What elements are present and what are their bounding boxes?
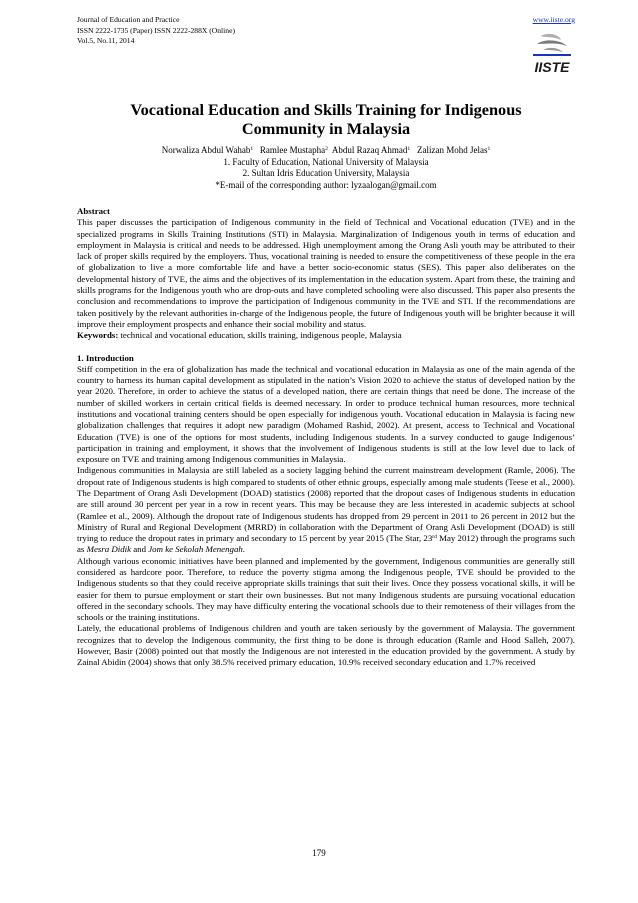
keywords-label: Keywords:: [77, 330, 119, 341]
abstract-heading: Abstract: [77, 206, 110, 216]
author-list: [77, 145, 575, 157]
author-name: Ramlee Mustapha: [259, 145, 326, 155]
author-name: Abdul Razaq Ahmad: [331, 145, 408, 155]
journal-volume: Vol.5, No.11, 2014: [77, 36, 135, 46]
title-line-2: Community in Malaysia: [241, 119, 411, 138]
author-name: Norwaliza Abdul Wahab: [161, 145, 251, 155]
intro-paragraph-3: Although various economic initiatives have been planned and implemented by the government, Indigenous communities are generally still considered as hardcore poor. Therefore, to reduce the poverty stigma among the Indigenous people, TVE should be provided to the Indigenous students so that they could receive appropriate skills trainings that suit their lives. Once they possess vocational skills, it will be easier for them to pursue employment or start their own businesses. But not many Indigenous students are pursuing vocational education offered in the secondary schools. They may have difficulty entering the vocational schools due to their remoteness of their villages from the schools or the training institutions.: [77, 555, 575, 623]
program-name-jom-ke-sekolah: Jom ke Sekolah Menengah: [148, 544, 243, 555]
journal-issn: ISSN 2222-1735 (Paper) ISSN 2222-288X (Online): [77, 25, 235, 35]
title-line-1: Vocational Education and Skills Training for Indigenous: [130, 100, 522, 119]
affiliation-1: 1. Faculty of Education, National University of Malaysia: [223, 156, 429, 167]
intro-p2-text-b: May 2012) through the programs such as: [77, 533, 575, 555]
intro-p2-text-c: and: [131, 544, 149, 555]
journal-header: [77, 15, 575, 47]
keywords-text: technical and vocational education, skills training, indigenous people, Malaysia: [118, 330, 402, 341]
intro-paragraph-2: [77, 465, 575, 555]
keywords-line: [77, 330, 575, 341]
corresponding-email: *E-mail of the corresponding author: lyzaalogan@gmail.com: [215, 179, 437, 190]
iiste-logo-icon: [531, 32, 573, 80]
paper-body: [77, 206, 575, 669]
paper-title: [77, 100, 575, 138]
program-name-mesra-didik: Mesra Didik: [86, 544, 132, 555]
intro-paragraph-1: Stiff competition in the era of globalization has made the technical and vocational education in Malaysia as one of the main agenda of the country to harness its human capital development as stipulated in the nation’s Vision 2020 to achieve the status of developed nation by the year 2020. Therefore, in order to achieve the status of a developed nation, there are certain things that need be done. The increase of the number of skilled workers in certain critical fields is deemed necessary. In order to produce technical human resources, more technical institutions and vocational training centers should be open especially for indigenous youth. Vocational education in Malaysia is facing new globalization challenges that requires it adopt new paradigm (Mohamed Rashid, 2002). At present, access to Technical and Vocational Education (TVE) is one of the options for most students, including Indigenous students. In a survey conducted to gauge Indigenous’ participation in training and employment, it shows that the involvement of Indigenous students is still at the low level due to lack of exposure on TVE and training among Indigenous communities in Malaysia.: [77, 363, 575, 465]
section-heading-introduction: 1. Introduction: [77, 352, 134, 363]
author-block: [77, 145, 575, 191]
author-affil-mark: 2: [325, 146, 328, 152]
page-number: 179: [312, 848, 326, 858]
intro-paragraph-4: Lately, the educational problems of Indigenous children and youth are taken seriously by the government of Malaysia. The government recognizes that to develop the Indigenous community, the first thing to be done is through education (Ramle and Hood Salleh, 2007). However, Basir (2008) pointed out that mostly the Indigenous are not interested in the education provided by the government. A study by Zainal Abidin (2004) shows that only 38.5% received primary education, 10.9% received secondary education and 1.7% received: [77, 623, 575, 668]
abstract-text: This paper discusses the participation of Indigenous community in the field of Technical and Vocational education (TVE) and in the specialized programs in Skills Training Institutions (STI) in Malaysia. Marginalization of Indigenous youth in terms of education and employment in Malaysia is critical and needs to be addressed. High unemployment among the Orang Asli youth may be attributed to their lack of proper skills required by the employers. Thus, vocational training is needed to ensure the competitiveness of these people in the era of globalization to live a more comfortable life and have a better socio-economic status (SES). This paper also deliberates on the developmental history of TVE, the aims and the objectives of its implementation in the education system. Apart from these, the training and skills programs for the Indigenous youth who are drop-outs and have completed schooling were also discussed. This paper also presents the conclusion and recommendations to improve the participation of Indigenous community in the TVE and STI. If the recommendations are taken positively by the relevant authorities in-charge of the Indigenous people, the future of Indigenous youth will be brighter because it will improve their employment prospects and enhance their social mobility and status.: [77, 217, 575, 329]
intro-p2-text-d: .: [242, 544, 246, 555]
author-affil-mark: 1: [407, 146, 411, 152]
intro-p2-text-a: Indigenous communities in Malaysia are still labeled as a society lagging behind the current mainstream development (Ramle, 2006). The dropout rate of Indigenous students is high compared to students of other ethnic groups, especially among male students (Teese et al., 2000). The Department of Orang Asli Development (DOAD) statistics (2008) reported that the dropout cases of Indigenous students in education are still around 30 percent per year in a row in recent years. This may be because they are less interested in academic subjects at school (Ramlee et al., 2009). Although the dropout rate of Indigenous students has dropped from 29 percent in 2011 to 26 percent in 2012 but the Ministry of Rural and Regional Development (MRRD) in collaboration with the Department of Orang Asli Development (DOAD) is still trying to reduce the dropout rates in primary and secondary to 15 percent by year 2015 (The Star, 23: [77, 465, 575, 544]
journal-name: Journal of Education and Practice: [77, 15, 180, 24]
svg-text:IISTE: IISTE: [534, 59, 570, 75]
author-affil-mark: 1: [250, 146, 254, 152]
affiliation-2: 2. Sultan Idris Education University, Malaysia: [242, 168, 410, 179]
intro-p2-superscript: rd: [432, 534, 437, 541]
author-affil-mark: 1: [487, 146, 491, 152]
author-name: Zalizan Mohd Jelas: [416, 145, 488, 155]
journal-url-link[interactable]: www.iiste.org: [532, 15, 575, 24]
